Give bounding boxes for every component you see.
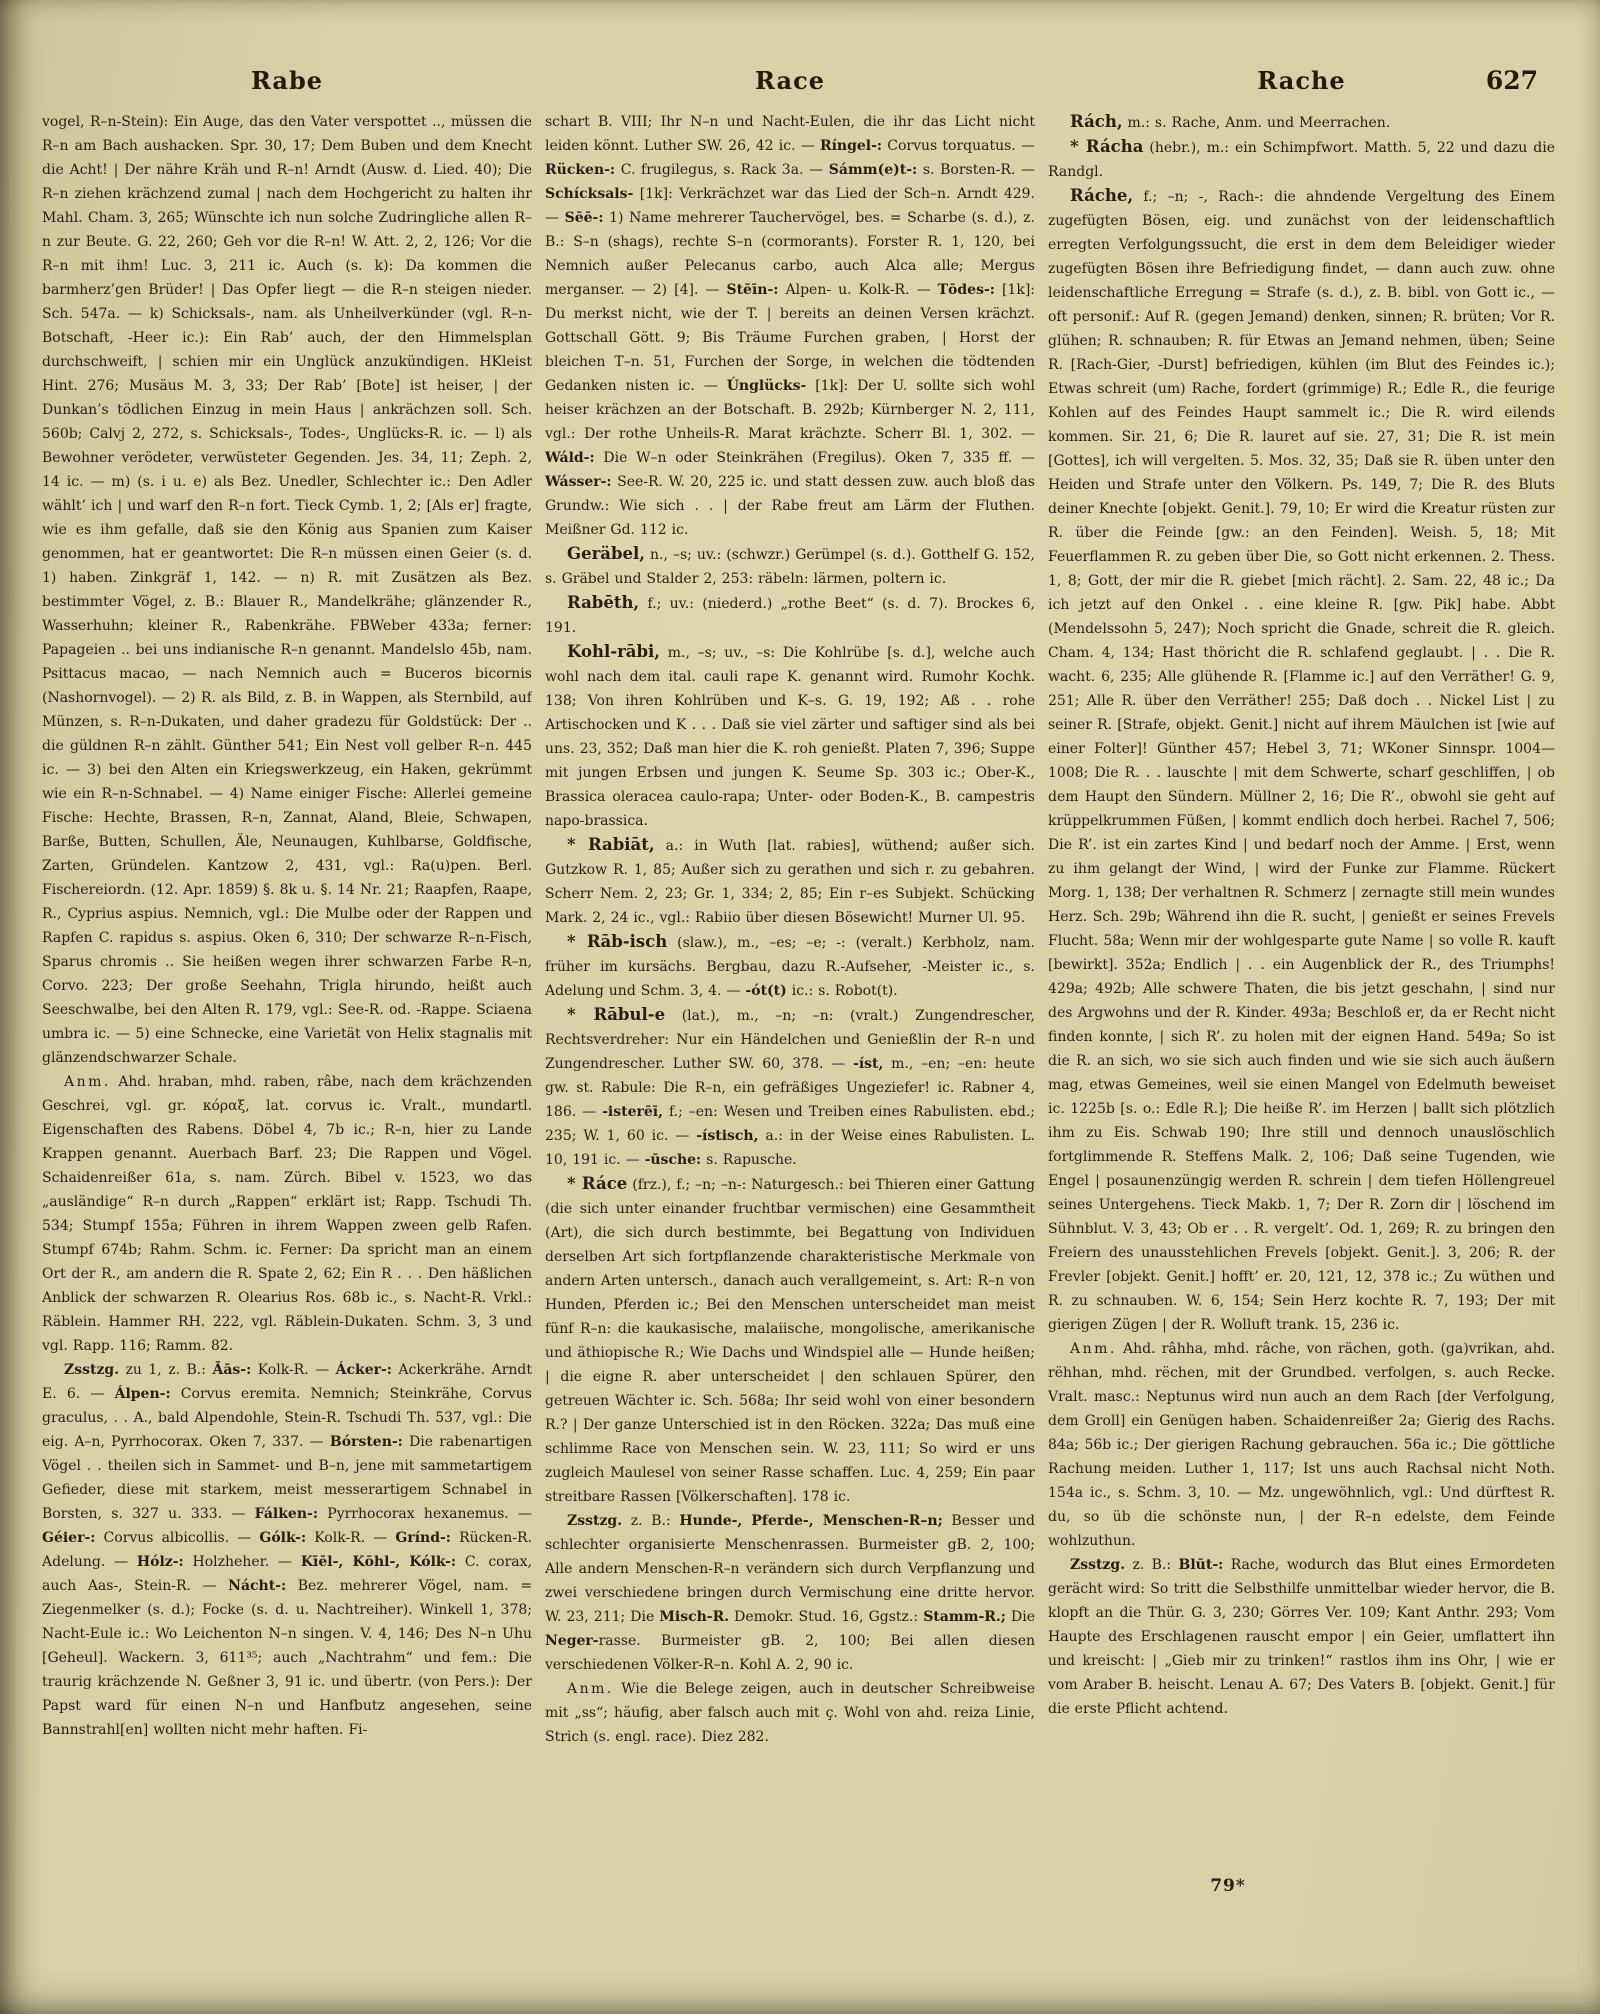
text-segment: Pyrrhocorax hexanemus. — [318,1506,532,1522]
text-segment: Ahd. hraban, mhd. raben, râbe, nach dem krächzenden Geschrei, vgl. gr. κόραξ, lat. corvus ic. Vralt., mundartl. Eigenschaften des Rabens. Döbel 4, 7b ic.; R–n, hier zu Lande Krappen genannt. Auerbach Barf. 23; Die Rappen und Vögel. Schaidenreißer 61a, s. nam. Zürch. Bibel v. 1523, wo das „ausländige“ R–n durch „Rappen“ erklärt ist; Rapp. Tschudi Th. 534; Stumpf 155a; Führen in ihrem Wappen zween gelb Rafen. Stumpf 674b; Rahm. Schm. ic. Ferner: Da spricht man an einem Ort der R., am andern die R. Spate 2, 62; Ein R . . . Den häßlichen Anblick der schwarzen R. Olearius Ros. 68b ic., s. Nacht-R. Vrkl.: Räblein. Hammer RH. 222, vgl. Räblein-Dukaten. Schm. 3, 3 und vgl. Rapp. 116; Ramm. 82. [42,1074,532,1354]
entry-headword: * Rābul-e [567,1005,666,1024]
text-segment: [1k]: Du merkst nicht, wie der T. | bereits an deinen Versen krächzt. Gottschall Gött. 9; Bis Träume Furchen graben, | Horst der bleichen T–n. 51, Furchen der Sorge, in welchen die tödtenden Gedanken nisten ic. — [545,282,1035,394]
text-segment: rasse. Burmeister gB. 2, 100; Bei allen diesen verschiedenen Völker-R–n. Kohl A. 2, 90 ic. [545,1633,1035,1673]
paragraph [42,1070,532,1358]
text-segment: (frz.), f.; –n; –n-: Naturgesch.: bei Thieren einer Gattung (die sich unter einander fruchtbar vermischen) eine Gesammtheit (Art), die sich durch bestimmte, bei Begattung von Individuen derselben Art sich fortpflanzende charakteristische Merkmale von andern Arten untersch., danach auch verallgemeint, s. Art: R–n von Hunden, Pferden ic.; Bei den Menschen unterscheidet man meist fünf R–n: die kaukasische, malaiische, mongolische, amerikanische und äthiopische R.; Wie Dachs und Windspiel alle — Hunde heißen; | die eigne R. aber unterscheidet | den schlauen Spürer, den getreuen Wächter ic. Sch. 568a; Ihr seid wohl von einer besondern R.? | Der ganze Unterschied ist in den Röcken. 322a; Das muß eine schlimme Race von Menschen sein. W. 23, 111; So wird er uns zugleich Maulesel von seiner Rasse schaffen. Luc. 4, 259; Ein paar streitbare Rassen [Völkerschaften]. 178 ic. [545,1177,1035,1505]
text-segment: f.; uv.: (niederd.) „rothe Beet“ (s. d. 7). Brockes 6, 191. [545,596,1035,636]
text-segment: s. Rapusche. [701,1152,797,1168]
text-segment: Rücken-R. Adelung. — [42,1530,532,1570]
text-segment: -ót(t) [745,983,787,999]
running-head-rache: Rache [1257,66,1346,95]
paragraph [545,1509,1035,1677]
entry-headword: * Rácha [1070,137,1144,156]
entry-headword: Kohl-rābi, [567,642,661,661]
text-segment: z. B.: [622,1513,680,1529]
text-segment: vogel, R–n-Stein): Ein Auge, das den Vater verspottet .., müssen die R–n am Bach aushacken. Spr. 30, 17; Dem Buben und dem Knecht die Acht! | Der nähre Kräh und R–n! Arndt (Ausw. d. Lied. 40); Die R–n ziehen krächzend zumal | nach dem Hochgericht zu halten ihr Mahl. Cham. 3, 265; Wünschte ich nun solche Zudringliche allen R–n zur Beute. G. 22, 260; Geh vor die R–n! W. Att. 2, 2, 126; Vor die R–n mit ihm! Luc. 3, 211 ic. Auch (s. k): Da kommen die barmherz’gen Brüder! | Das Opfer liegt — die R–n steigen nieder. Sch. 547a. — k) Schicksals-, nam. als Unheilverkünder (vgl. R–n-Botschaft, -Heer ic.): Ein Rab’ auch, der den Himmelsplan durchschweift, | schien mir ein Unglück anzukündigen. HKleist Hint. 276; Musäus M. 3, 33; Der Rab’ [Bote] ist heiser, | der Dunkan’s tödlichen Einzug in mein Haus | ankrächzen soll. Sch. 560b; Calvj 2, 272, s. Schicksals-, Todes-, Unglücks-R. ic. — l) als Bewohner verödeter, verwüsteter Gegenden. Jes. 34, 11; Zeph. 2, 14 ic. — m) (s. i u. e) als Bez. Unedler, Schlechter ic.: Den Adler wählt’ ich | und warf den R–n fort. Tieck Cymb. 1, 2; [Als er] fragte, wie es ihm gefalle, daß sie den König aus Spanien zum Kaiser genommen, hat er geantwortet: Die R–n müssen einen Geier (s. d. 1) haben. Zinkgräf 1, 142. — n) R. mit Zusätzen als Bez. bestimmter Vögel, z. B.: Blauer R., Mandelkrähe; glänzender R., Wasserhuhn; kleiner R., Rabenkrähe. FBWeber 433a; ferner: Papageien .. bei uns indianische R–n genannt. Mandelslo 45b, nam. Psittacus macao, — nach Nemnich auch = Buceros bicornis (Nashornvogel). — 2) R. als Bild, z. B. in Wappen, als Sternbild, auf Münzen, s. R–n-Dukaten, und daher gradezu für Goldstück: Der .. die güldnen R–n zählt. Günther 541; Ein Nest voll gelber R–n. 445 ic. — 3) bei den Alten ein Kriegswerkzeug, ein Haken, gekrümmt wie ein R–n-Schnabel. — 4) Name einiger Fische: Allerlei gemeine Fische: Hechte, Brassen, R–n, Zannat, Aland, Bleie, Schwapen, Barße, Butten, Schullen, Äle, Neunaugen, Kuhlbarse, Goldfische, Zarten, Gründelen. Kantzow 2, 431, vgl.: Ra(u)pen. Berl. Fischereiordn. (12. Apr. 1859) §. 8k u. §. 14 Nr. 21; Raapfen, Raape, R., Cyprius aspius. Nemnich, vgl.: Die Mulbe oder der Rappen und Rapfen C. rapidus s. aspius. Oken 6, 310; Der schwarze R–n-Fisch, Sparus chromis .. Sie heißen wegen ihrer schwarzen Farbe R–n, Corvo. 223; Der große Seehahn, Trigla hirundo, heißt auch Seeschwalbe, bei den Alten R. 179, vgl.: See-R. od. -Rappe. Sciaena umbra ic. — 5) eine Schnecke, eine Varietät von Helix stagnalis mit glänzendschwarzer Schale. [42,114,532,1066]
text-segment: Zsstzg. [567,1513,623,1529]
text-segment: [1k]: Verkrächzet war das Lied der Sch–n. Arndt 429. — [545,186,1035,226]
paragraph [545,1172,1035,1509]
text-segment: Schícksals- [545,186,634,202]
text-segment: Demokr. Stud. 16, Ggstz.: [729,1609,924,1625]
text-segment: See-R. W. 20, 225 ic. und statt dessen zuw. auch bloß das Grundw.: Wie sich . . | der Rabe freut am Lärm der Fluthen. Meißner Gd. 112 ic. [545,474,1035,538]
text-segment: Zsstzg. [1070,1557,1126,1573]
text-segment: Fálken-: [254,1506,318,1522]
text-segment: m., –s; uv., –s: Die Kohlrübe [s. d.], welche auch wohl nach dem ital. cauli rape K. genannt wird. Rumohr Kochk. 138; Von ihren Kohlrüben und K–s. G. 19, 192; Aß . . rohe Artischocken und K . . . Daß sie viel zärter und saftiger sind als bei uns. 23, 352; Daß man hier die K. roh genießt. Platen 7, 396; Suppe mit jungen Erbsen und jungen K. Seume Sp. 303 ic.; Ober-K., Brassica oleracea caulo-rapa; Unter- oder Boden-K., B. campestris napo-brassica. [545,645,1035,829]
text-segment: Álpen-: [114,1386,171,1402]
text-segment: Gólk-: [259,1530,307,1546]
text-segment: Āās-: [212,1362,252,1378]
text-segment: Corvus albicollis. — [95,1530,260,1546]
text-segment: a.: in Wuth [lat. rabies], wüthend; außer sich. Gutzkow R. 1, 85; Außer sich zu gerathen und sich r. zu gebahren. Scherr Nem. 2, 23; Gr. 1, 334; 2, 85; Ein r–es Subjekt. Schücking Mark. 2, 24 ic., vgl.: Rabiio über diesen Bösewicht! Murner Ul. 95. [545,838,1035,926]
text-columns [42,110,1555,1982]
paragraph [545,1003,1035,1172]
running-head-race: Race [755,66,825,95]
paragraph [545,1677,1035,1749]
paragraph [1048,1337,1555,1553]
text-segment: ic.: s. Robot(t). [786,983,898,999]
text-segment: Holzheher. — [183,1554,301,1570]
text-segment: Stēīn-: [726,282,779,298]
text-segment: 1) Name mehrerer Tauchervögel, bes. = Scharbe (s. d.), z. B.: S–n (shags), rechte S–n (cormorants). Forster R. 1, 120, bei Nemnich außer Pelecanus carbo, auch Alca alle; Mergus merganser. — 2) [4]. — [545,210,1035,298]
text-column-1 [42,110,532,1982]
text-segment: Tōdes-: [937,282,995,298]
text-segment: Neger- [545,1633,599,1649]
text-segment: Stamm-R.; [923,1609,1006,1625]
text-segment: Wásser-: [545,474,612,490]
text-segment: f.; –en: Wesen und Treiben eines Rabulisten. ebd.; 235; W. 1, 60 ic. — [545,1104,1035,1144]
text-segment: Únglücks- [726,378,807,394]
text-segment: -íst, [853,1056,884,1072]
text-segment: Misch-R. [659,1609,730,1625]
text-segment: Rücken-: [545,162,616,178]
text-segment: C. frugilegus, s. Rack 3a. — [615,162,829,178]
paragraph [545,591,1035,640]
text-segment: (lat.), m., –n; –n: (vralt.) Zungendrescher, Rechtsverdreher: Nur ein Händelchen und Genießlin der R–n und Zungendrescher. Luther SW. 60, 378. — [545,1008,1035,1072]
entry-headword: Rách, [1070,112,1123,131]
text-segment: Nácht-: [228,1578,287,1594]
text-segment: (slaw.), m., –es; –e; -: (veralt.) Kerbholz, nam. früher im kursächs. Bergbau, dazu R.-Aufseher, -Meister ic., s. Adelung und Schm. 3, 4. — [545,935,1035,999]
entry-headword: * Rāb-isch [567,932,668,951]
text-segment: C. corax, auch Aas-, Stein-R. — [42,1554,532,1594]
running-head [42,66,1555,95]
text-segment: -ístisch, [696,1128,759,1144]
text-segment: Géier-: [42,1530,96,1546]
text-segment: m.: s. Rache, Anm. und Meerrachen. [1122,115,1391,131]
text-segment: Kolk-R. — [306,1530,396,1546]
text-segment: Wie die Belege zeigen, auch in deutscher Schreibweise mit „ss“; häufig, aber falsch auch mit ç. Wohl von ahd. reiza Linie, Strich (s. engl. race). Diez 282. [545,1681,1035,1745]
text-segment: z. B.: [1125,1557,1179,1573]
text-segment: zu 1, z. B.: [119,1362,213,1378]
text-segment: Wáld-: [545,450,595,466]
paragraph [545,640,1035,833]
text-segment: Hunde-, Pferde-, Menschen-R–n; [679,1513,943,1529]
text-segment: n., –s; uv.: (schwzr.) Gerümpel (s. d.). Gotthelf G. 152, s. Gräbel und Stalder 2, 253: räbeln: lärmen, poltern ic. [545,547,1035,587]
paragraph [1048,184,1555,1337]
paragraph [42,110,532,1070]
text-segment: Ácker-: [335,1362,392,1378]
text-segment: Sēē-: [564,210,604,226]
text-segment: Grínd-: [395,1530,451,1546]
text-segment: Kīēl-, Kōhl-, Kólk-: [300,1554,457,1570]
entry-headword: * Ráce [567,1174,628,1193]
text-segment: -ūsche: [644,1152,702,1168]
text-segment: a.: in der Weise eines Rabulisten. L. 10, 191 ic. — [545,1128,1035,1168]
text-segment: Anm. [567,1681,614,1697]
paragraph [545,110,1035,542]
text-segment: Bez. mehrerer Vögel, nam. = Ziegenmelker (s. d.); Focke (s. d. u. Nachtreiher). Winkell 1, 378; Nacht-Eule ic.: Wo Leichenton N–n singen. V. 4, 146; Des N–n Uhu [Geheul]. Wackern. 3, 611³⁵; auch „Nachtrahm“ und fem.: Die traurig krächzende N. Geßner 3, 91 ic. und übertr. (von Pers.): Der Papst ward für einen N–n und Hanfbutz angesehen, seine Bannstrahl[en] wollten nicht mehr haften. Fi- [42,1578,532,1738]
text-segment: -isterēī, [602,1104,663,1120]
text-segment: Die [1005,1609,1035,1625]
text-segment: m., –en; –en: heute gw. st. Rabule: Die R–n, ein gefräßiges Ungeziefer! ic. Rabner 4, 186. — [545,1056,1035,1120]
text-segment: Sámm(e)t-: [828,162,918,178]
text-segment: Anm. [1070,1341,1117,1357]
text-segment: Die rabenartigen Vögel . . theilen sich in Sammet- und B–n, jene mit sammetartigem Gefieder, diese mit starkem, meist messerartigem Schnabel in Borsten, s. 327 u. 333. — [42,1434,532,1522]
text-segment: Bórsten-: [329,1434,403,1450]
paragraph [545,833,1035,930]
text-segment: Blūt-: [1178,1557,1224,1573]
paragraph [545,542,1035,591]
page-number: 627 [1485,66,1538,95]
text-segment: Anm. [64,1074,111,1090]
paragraph [1048,110,1555,135]
paragraph [1048,1553,1555,1721]
text-segment: schart B. VIII; Ihr N–n und Nacht-Eulen, die ihr das Licht nicht leiden könnt. Luther SW. 26, 42 ic. — [545,114,1035,154]
text-segment: Die W–n oder Steinkrähen (Fregilus). Oken 7, 335 ff. — [594,450,1035,466]
entry-headword: Rabēth, [567,593,640,612]
entry-headword: Geräbel, [567,544,646,563]
text-column-3 [1048,110,1555,1982]
text-segment: (hebr.), m.: ein Schimpfwort. Matth. 5, 22 und dazu die Randgl. [1048,140,1555,180]
text-segment: Alpen- u. Kolk-R. — [778,282,938,298]
text-segment: f.; –n; -, Rach-: die ahndende Vergeltung des Einem zugefügten Bösen, eig. und zunächst von der leidenschaftlich erregten Verfolgungssucht, die erst in dem dem Beleidiger wieder zugefügten Bösen ihre Befriedigung findet, — dann auch zuw. ohne leidenschaftliche Erregung = Strafe (s. d.), z. B. bibl. von Gott ic., — oft personif.: Auf R. (gegen Jemand) denken, sinnen; R. brüten; Vor R. glühen; R. schnauben; R. für Etwas an Jemand nehmen, üben; Seine R. [Rach-Gier, -Durst] befriedigen, kühlen (im Blut des Feindes ic.); Etwas schreit (um) Rache, fordert (grimmige) R.; Edle R., die feurige Kohlen auf des Feindes Haupt sammelt ic.; Die R. wird eilends kommen. Sir. 21, 6; Die R. lauret auf sie. 27, 31; Die R. ist mein [Gottes], ich will vergelten. 5. Mos. 32, 35; Daß sie R. üben unter den Heiden und Strafe unter den Völkern. Ps. 149, 7; Die R. des Bluts deiner Knechte [objekt. Genit.]. 79, 10; Er wird die Kreatur rüsten zur R. über die Feinde [gw.: an den Feinden]. Weish. 5, 18; Mit Feuerflammen R. zu geben über Die, so Gott nicht erkennen. 2. Thess. 1, 8; Gott, der mir die R. giebet [mich rächt]. 2. Sam. 22, 48 ic.; Da ich jetzt auf den Onkel . . eine kleine R. [gw. Pik] habe. Abbt (Mendelssohn 5, 247); Noch spricht die Gnade, schreit die R. gleich. Cham. 4, 134; Hast thöricht die R. schlafend geglaubt. | . . Die R. wacht. 6, 235; Alle glühende R. [Flamme ic.] auf den Verräther! G. 9, 251; Alle R. über den Verräther! 255; Daß doch . . Nickel List | zu seiner R. [Strafe, objekt. Genit.] nicht auf ihrem Mäulchen ist [wie auf einer Folter]! Günther 457; Hebel 3, 71; WKoner Sinnspr. 1004—1008; Die R. . . lauschte | mit dem Schwerte, scharf geschliffen, | ob dem Haupt den Sündern. Müllner 2, 16; Die R’., obwohl sie geht auf krüppelkrummen Füßen, | kommt endlich doch herbei. Rachel 7, 506; Die R’. ist ein zartes Kind | und bedarf noch der Amme. | Erst, wenn zu ihm gelangt der Wind, | wird der Funke zur Flamme. Rückert Morg. 1, 138; Der verhaltnen R. Schmerz | zernagte still mein wundes Herz. Sch. 29b; Während ihn die R. sucht, | genießt er seines Frevels Flucht. 58a; Wenn mir der wohlgesparte gute Name | so volle R. kauft [bewirkt]. 352a; Endlich | . . ein Augenblick der R., des Triumphs! 429a; 492b; Alle schwere Thaten, die bis jetzt geschahn, | sind nur des Argwohns und der R. Kinder. 493a; Beschloß er, da er Recht nicht finden konnte, | sich R’. zu holen mit der eignen Hand. 549a; So ist die R. an sich, wo sie sich auch finden und wie sie sich auch äußern mag, etwas Gemeines, weil sie einen Mangel von Edelmuth beweiset ic. 1225b [s. o.: Edle R.]; Die heiße R’. im Herzen | ballt sich plötzlich ihm zu Eis. Schwab 190; Ihre still und dennoch unauslöschlich fortglimmende R. Steffens Malk. 2, 106; Daß seine Tugenden, wie Engel | posaunenzüngig werden R. schrein | dem tiefen Höllengreuel seines Untergehens. Tieck Makb. 1, 7; Der R. Zorn dir | löschend im Sühnblut. V. 3, 43; Ob er . . R. vergelt’. Od. 1, 269; R. zu bringen den Freiern des unausstehlichen Frevels [objekt. Genit.]. 3, 206; R. der Frevler [objekt. Genit.] hofft’ er. 20, 121, 12, 378 ic.; Zu wüthen und R. zu schnauben. W. 6, 154; Sein Herz kochte R. 7, 193; Der mit gierigen Zügen | der R. Wolluft trank. 15, 236 ic. [1048,189,1555,1333]
text-segment: Corvus torquatus. — [882,138,1035,154]
text-segment: Hólz-: [136,1554,184,1570]
paragraph [545,930,1035,1003]
signature-mark: 79* [1210,1876,1246,1896]
text-segment: Zsstzg. [64,1362,120,1378]
running-head-rabe: Rabe [250,66,324,95]
paragraph [1048,135,1555,184]
text-segment: Rache, wodurch das Blut eines Ermordeten gerächt wird: So tritt die Selbsthilfe unmittelbar wieder hervor, die B. klopft an die Thür. G. 3, 230; Görres Ver. 109; Kant Anthr. 293; Vom Haupte des Erschlagenen rauscht empor | ein Geier, umflattert ihn und kreischt: | „Gieb mir zu trinken!“ rastlos ihm ins Ohr, | wie er vom Araber B. heischt. Lenau A. 67; Des Vaters B. [objekt. Genit.] für die erste Pflicht achtend. [1048,1557,1555,1717]
paragraph [42,1358,532,1742]
entry-headword: Ráche, [1070,186,1134,205]
text-segment: [1k]: Der U. sollte sich wohl heiser krächzen an der Botschaft. B. 292b; Kürnberger N. 2, 111, vgl.: Der rothe Unheils-R. Marat krächzte. Scherr Bl. 1, 302. — [545,378,1035,442]
text-segment: Ackerkrähe. Arndt E. 6. — [42,1362,532,1402]
text-segment: Kolk-R. — [251,1362,336,1378]
text-segment: Ríngel-: [819,138,883,154]
text-segment: s. Borsten-R. — [917,162,1035,178]
text-segment: Besser und schlechter organisierte Menschenrassen. Burmeister gB. 2, 100; Alle andern Menschen-R–n verändern sich durch Verpflanzung und zwei verschiedene bringen durch Vermischung eine dritte hervor. W. 23, 211; Die [545,1513,1035,1625]
text-segment: Corvus eremita. Nemnich; Steinkrähe, Corvus graculus, . . A., bald Alpendohle, Stein-R. Tschudi Th. 537, vgl.: Die eig. A–n, Pyrrhocorax. Oken 7, 337. — [42,1386,532,1450]
text-segment: Ahd. râhha, mhd. râche, von rächen, goth. (ga)vrikan, ahd. rëhhan, mhd. rëchen, mit der Grundbed. verfolgen, s. auch Recke. Vralt. masc.: Neptunus wird nun auch an dem Rach [der Verfolgung, dem Groll] ein Genügen haben. Schaidenreißer 2a; Gierig des Rachs. 84a; 56b ic.; Der gierigen Rachung gebrauchen. 56a ic.; Die göttliche Rachung meiden. Luther 1, 117; Ist uns auch Rachsal nicht Noth. 154a ic., s. Schm. 3, 10. — Mz. ungewöhnlich, vgl.: Und dürftest R. du, so üb die schönste nun, | der R–n edelste, dem Feinde wohlzuthun. [1048,1341,1555,1549]
entry-headword: * Rabiāt, [567,835,655,854]
text-column-2 [545,110,1035,1982]
